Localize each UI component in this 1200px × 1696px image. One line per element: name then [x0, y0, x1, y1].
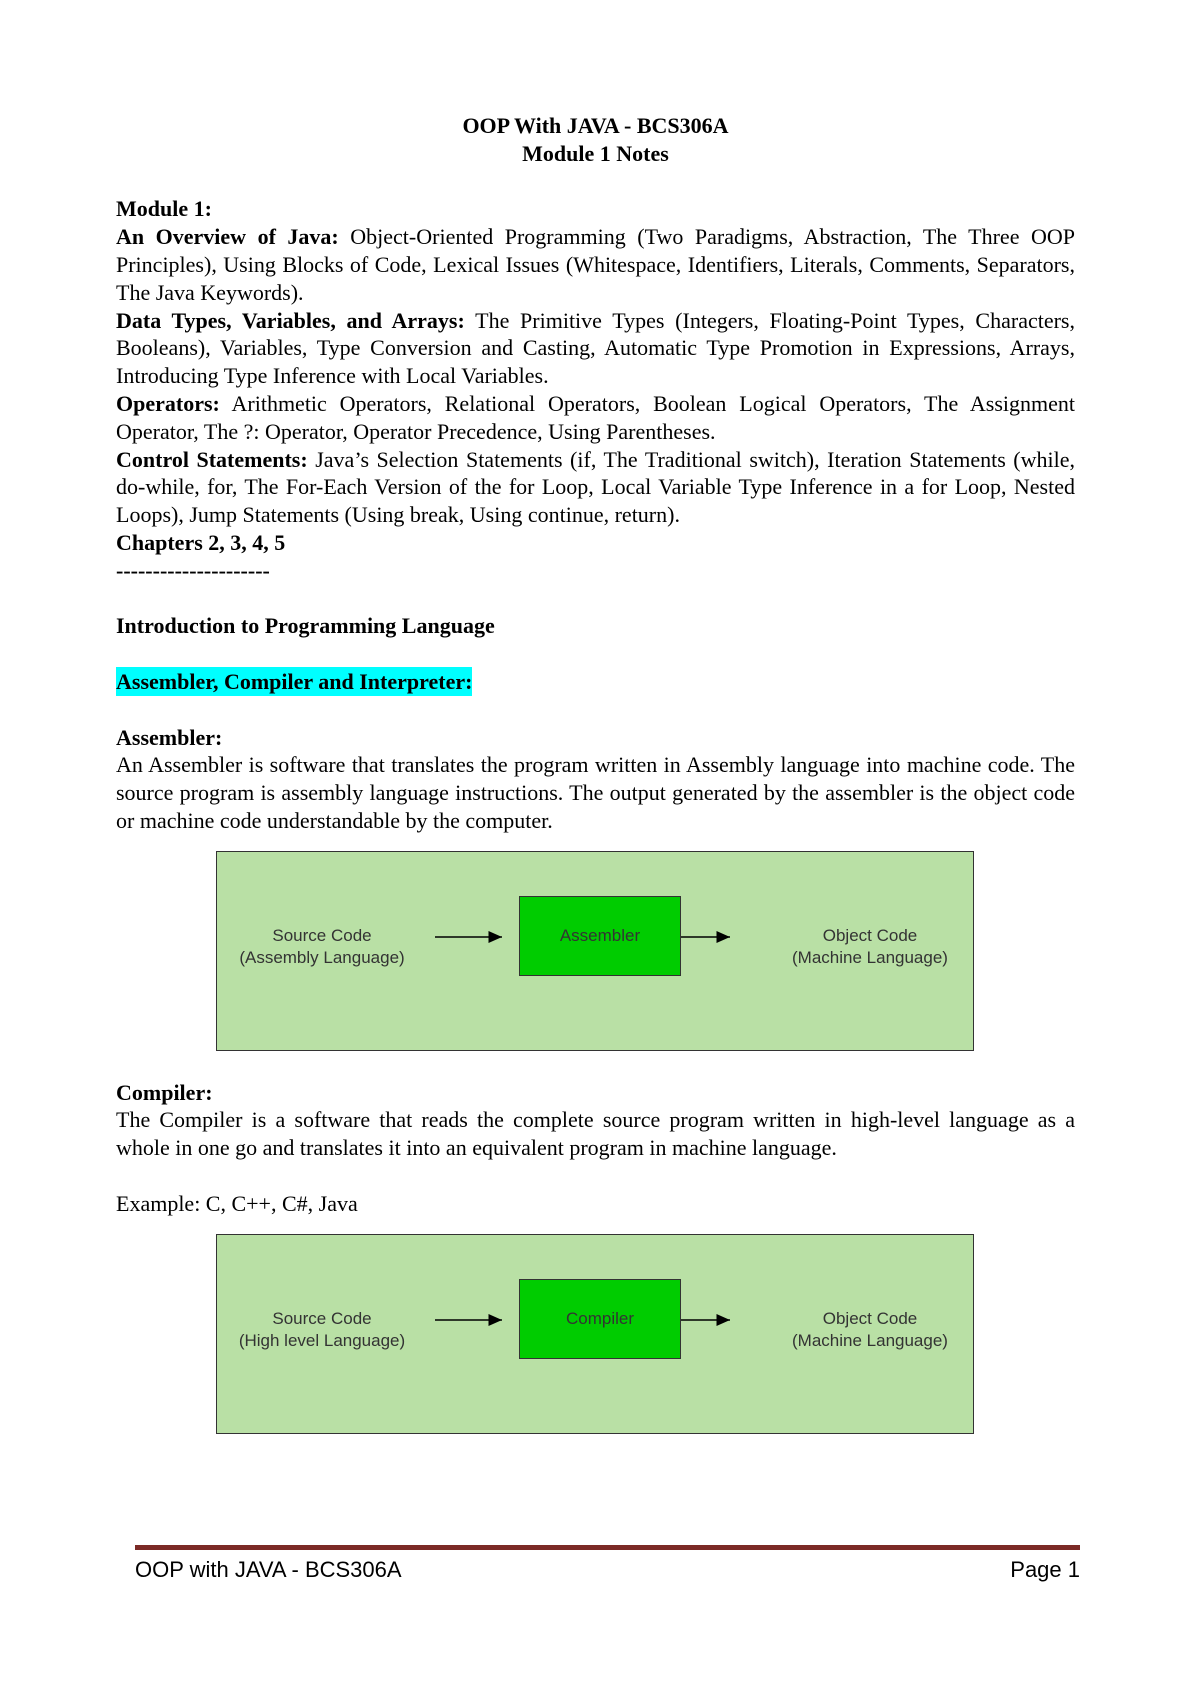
source-label: Source Code [272, 1308, 372, 1328]
assembler-box: Assembler [519, 896, 681, 976]
overview-text: Object-Oriented Programming (Two Paradigms, Abstraction, The Three OOP Principles), Using Blocks of Code, Lexical Issues (Whitespace, Identifiers, Literals, Comments, Separators, The Java Keywords). [116, 224, 1075, 305]
syllabus-control [116, 446, 1075, 529]
footer-rule [135, 1545, 1080, 1550]
highlighted-heading: Assembler, Compiler and Interpreter: [116, 668, 473, 694]
assembler-diagram-output [765, 925, 975, 969]
assembler-heading: Assembler: [116, 724, 223, 750]
output-label: Object Code [822, 1308, 918, 1328]
compiler-heading: Compiler: [116, 1079, 213, 1105]
operators-text: Arithmetic Operators, Relational Operators, Boolean Logical Operators, The Assignment Operator, The ?: Operator, Operator Precedence, Using Parentheses. [116, 390, 1075, 444]
intro-heading: Introduction to Programming Language [116, 613, 495, 639]
section-divider: --------------------- [116, 557, 270, 583]
assembler-diagram-source [217, 925, 427, 969]
control-label: Control Statements: [116, 446, 308, 472]
source-sublabel: (Assembly Language) [239, 947, 405, 967]
syllabus-overview [116, 223, 1075, 306]
compiler-diagram [216, 1234, 974, 1434]
source-label: Source Code [272, 925, 372, 945]
compiler-description: The Compiler is a software that reads the complete source program written in high-level language as a whole in one go and translates it into an equivalent program in machine language. [116, 1107, 1075, 1161]
syllabus-datatypes [116, 307, 1075, 390]
compiler-box: Compiler [519, 1279, 681, 1359]
document-subtitle: Module 1 Notes [522, 140, 669, 166]
source-sublabel: (High level Language) [238, 1330, 406, 1350]
datatypes-label: Data Types, Variables, and Arrays: [116, 307, 465, 333]
overview-label: An Overview of Java: [116, 224, 339, 250]
compiler-example: Example: C, C++, C#, Java [116, 1190, 358, 1216]
syllabus-operators [116, 390, 1075, 446]
footer-course: OOP with JAVA - BCS306A [135, 1557, 402, 1582]
compiler-diagram-output [765, 1308, 975, 1352]
control-text: Java’s Selection Statements (if, The Traditional switch), Iteration Statements (while, do-while, for, The For-Each Version of the for Loop, Local Variable Type Inference in a for Loop, Nested Loops), Jump Statements (Using break, Using continue, return). [116, 446, 1076, 528]
assembler-description: An Assembler is software that translates the program written in Assembly language into machine code. The source program is assembly language instructions. The output generated by the assembler is the object code or machine code understandable by the computer. [116, 752, 1075, 833]
module-heading: Module 1: [116, 196, 212, 222]
output-sublabel: (Machine Language) [792, 947, 948, 967]
assembler-diagram [216, 851, 974, 1051]
document-title: OOP With JAVA - BCS306A [462, 113, 729, 138]
output-label: Object Code [822, 925, 918, 945]
operators-label: Operators: [116, 390, 220, 416]
chapters-line: Chapters 2, 3, 4, 5 [116, 529, 286, 555]
output-sublabel: (Machine Language) [792, 1330, 948, 1350]
footer-page-number: Page 1 [1010, 1557, 1080, 1582]
document-page [116, 112, 1075, 1434]
datatypes-text: The Primitive Types (Integers, Floating-Point Types, Characters, Booleans), Variables, Type Conversion and Casting, Automatic Type Promotion in Expressions, Arrays, Introducing Type Inference with Local Variables. [116, 307, 1075, 389]
compiler-diagram-source [217, 1308, 427, 1352]
